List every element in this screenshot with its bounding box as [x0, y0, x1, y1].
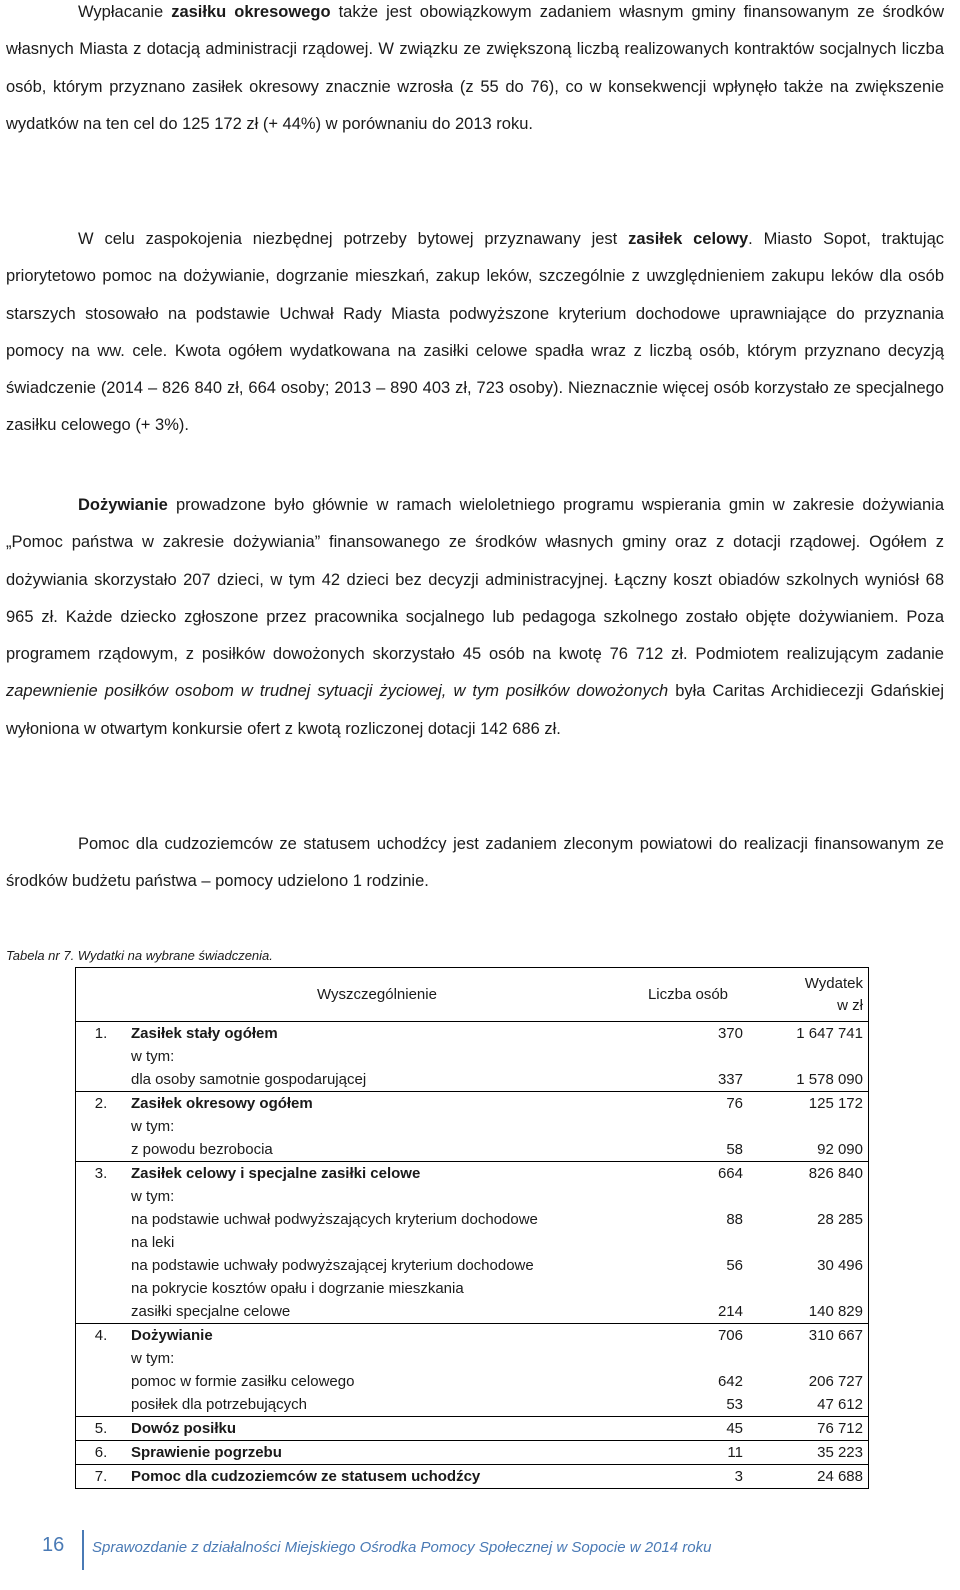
row-number: 5.: [76, 1417, 127, 1441]
header-description: Wyszczególnienie: [126, 968, 628, 1022]
row-persons: [628, 1231, 748, 1254]
row-amount: [748, 1277, 869, 1300]
row-persons: 706: [628, 1324, 748, 1348]
row-subcategory: z powodu bezrobocia: [131, 1141, 273, 1158]
row-category: Zasiłek okresowy ogółem: [126, 1092, 628, 1116]
table-row: [76, 1115, 869, 1138]
row-number: 6.: [76, 1441, 127, 1465]
page-number: 16: [42, 1534, 65, 1556]
row-persons: 370: [628, 1022, 748, 1046]
table-row: [76, 1441, 869, 1465]
header-persons: Liczba osób: [628, 968, 748, 1022]
row-subcategory: na podstawie uchwały podwyższającej kryterium dochodowe: [131, 1257, 534, 1274]
table-row: [76, 1231, 869, 1254]
row-number: 2.: [76, 1092, 127, 1116]
row-amount: 47 612: [748, 1393, 869, 1417]
row-number: [76, 1138, 127, 1162]
row-number: [76, 1347, 127, 1370]
table-row: [76, 1465, 869, 1489]
table-row: [76, 1208, 869, 1231]
row-amount: [748, 1347, 869, 1370]
table-row: [76, 1277, 869, 1300]
row-amount: [748, 1185, 869, 1208]
table-caption: Tabela nr 7. Wydatki na wybrane świadczenia.: [6, 948, 273, 963]
row-persons: 3: [628, 1465, 748, 1489]
row-number: [76, 1115, 127, 1138]
row-amount: [748, 1115, 869, 1138]
row-amount: [748, 1231, 869, 1254]
table-row: [76, 1022, 869, 1046]
row-number: [76, 1300, 127, 1324]
row-persons: 88: [726, 1211, 743, 1228]
row-category: Sprawienie pogrzebu: [126, 1441, 628, 1465]
row-in-which-label: w tym:: [131, 1350, 175, 1367]
row-number: [76, 1254, 127, 1277]
row-amount: 1 578 090: [748, 1068, 869, 1092]
row-persons: 214: [717, 1303, 743, 1320]
row-amount: 206 727: [748, 1370, 869, 1393]
row-persons: 664: [628, 1162, 748, 1186]
row-amount: [748, 1045, 869, 1068]
row-amount: 826 840: [748, 1162, 869, 1186]
row-persons: [628, 1277, 748, 1300]
table-row: [76, 1324, 869, 1348]
row-number: [76, 1231, 127, 1254]
row-category: Dowóz posiłku: [126, 1417, 628, 1441]
row-amount: 30 496: [748, 1254, 869, 1277]
table-row: [76, 1417, 869, 1441]
row-persons: [628, 1185, 748, 1208]
row-persons: 642: [717, 1373, 743, 1390]
paragraph-refugees: Pomoc dla cudzoziemców ze statusem uchodźcy jest zadaniem zleconym powiatowi do realizacji finansowanym ze środków budżetu państwa – pomocy udzielono 1 rodzinie.: [6, 835, 944, 891]
row-persons: [628, 1347, 748, 1370]
row-persons: 76: [628, 1092, 748, 1116]
table-row: [76, 1347, 869, 1370]
table-row: [76, 1370, 869, 1393]
table-row: [76, 1162, 869, 1186]
row-number: [76, 1045, 127, 1068]
row-subcategory: zasiłki specjalne celowe: [131, 1303, 291, 1320]
row-amount: 92 090: [748, 1138, 869, 1162]
row-subcategory: dla osoby samotnie gospodarującej: [131, 1071, 367, 1088]
row-amount: 24 688: [748, 1465, 869, 1489]
row-in-which-label: w tym:: [131, 1048, 175, 1065]
paragraph-periodic-allowance: Wypłacanie zasiłku okresowego także jest obowiązkowym zadaniem własnym gminy finansowanym ze środków własnych Miasta z dotacją administracji rządowej. W związku ze zwiększoną liczbą realizowanych kontraktów socjalnych liczba osób, którym przyznano zasiłek okresowy znacznie wzrosła (z 55 do 76), co w konsekwencji wpłynęło także na zwiększenie wydatków na ten cel do 125 172 zł (+ 44%) w porównaniu do 2013 roku.: [6, 3, 944, 133]
row-in-which-label: w tym:: [131, 1118, 175, 1135]
row-persons: 337: [717, 1071, 743, 1088]
footer-divider: [82, 1530, 84, 1570]
page-footer: [0, 1530, 960, 1570]
table-row: [76, 1393, 869, 1417]
table-row: [76, 1092, 869, 1116]
row-number: 7.: [76, 1465, 127, 1489]
row-persons: 53: [726, 1396, 743, 1413]
row-amount: 35 223: [748, 1441, 869, 1465]
table-header-row: [76, 968, 869, 1022]
row-amount: 28 285: [748, 1208, 869, 1231]
row-number: [76, 1208, 127, 1231]
table-row: [76, 1045, 869, 1068]
row-amount: 125 172: [748, 1092, 869, 1116]
row-subcategory: na podstawie uchwał podwyższających kryterium dochodowe: [131, 1211, 538, 1228]
row-category: Zasiłek celowy i specjalne zasiłki celowe: [126, 1162, 628, 1186]
row-category: Zasiłek stały ogółem: [126, 1022, 628, 1046]
row-subcategory: posiłek dla potrzebujących: [131, 1396, 307, 1413]
footer-title: Sprawozdanie z działalności Miejskiego Ośrodka Pomocy Społecznej w Sopocie w 2014 roku: [92, 1539, 712, 1556]
row-number: [76, 1185, 127, 1208]
table-row: [76, 1138, 869, 1162]
table-row: [76, 1068, 869, 1092]
row-amount: 76 712: [748, 1417, 869, 1441]
row-persons: 56: [726, 1257, 743, 1274]
row-subcategory: pomoc w formie zasiłku celowego: [131, 1373, 355, 1390]
table-row: [76, 1254, 869, 1277]
row-number: 3.: [76, 1162, 127, 1186]
row-number: [76, 1370, 127, 1393]
row-number: [76, 1068, 127, 1092]
row-persons: [628, 1115, 748, 1138]
row-number: 1.: [76, 1022, 127, 1046]
row-number: 4.: [76, 1324, 127, 1348]
row-persons: [628, 1045, 748, 1068]
paragraph-purpose-allowance: W celu zaspokojenia niezbędnej potrzeby bytowej przyznawany jest zasiłek celowy. Miasto Sopot, traktując priorytetowo pomoc na dożywianie, dogrzanie mieszkań, zakup leków, szczególnie z uwzględnieniem zakupu leków dla osób starszych stosowało na podstawie Uchwał Rady Miasta podwyższone kryterium dochodowe uprawniające do przyznania pomocy na ww. cele. Kwota ogółem wydatkowana na zasiłki celowe spadła wraz z liczbą osób, którym przyznano decyzją świadczenie (2014 – 826 840 zł, 664 osoby; 2013 – 890 403 zł, 723 osoby). Nieznacznie więcej osób korzystało ze specjalnego zasiłku celowego (+ 3%).: [6, 230, 945, 435]
row-subcategory-continuation: na pokrycie kosztów opału i dogrzanie mieszkania: [131, 1280, 464, 1297]
row-persons: 11: [628, 1441, 748, 1465]
row-persons: 45: [628, 1417, 748, 1441]
expenses-table: [75, 967, 869, 1489]
row-persons: 58: [726, 1141, 743, 1158]
row-subcategory-continuation: na leki: [131, 1234, 175, 1251]
row-in-which-label: w tym:: [131, 1188, 175, 1205]
row-amount: 1 647 741: [748, 1022, 869, 1046]
row-amount: 140 829: [748, 1300, 869, 1324]
row-number: [76, 1277, 127, 1300]
paragraph-feeding: Dożywianie prowadzone było głównie w ramach wieloletniego programu wspierania gmin w zakresie dożywiania „Pomoc państwa w zakresie dożywiania” finansowanego ze środków własnych gminy oraz z dotacji rządowej. Ogółem z dożywiania skorzystało 207 dzieci, w tym 42 dzieci bez decyzji administracyjnej. Łączny koszt obiadów szkolnych wyniósł 68 965 zł. Każde dziecko zgłoszone przez pracownika socjalnego lub pedagoga szkolnego zostało objęte dożywianiem. Poza programem rządowym, z posiłków dowożonych skorzystało 45 osób na kwotę 76 712 zł. Podmiotem realizującym zadanie zapewnienie posiłków osobom w trudnej sytuacji życiowej, w tym posiłków dowożonych była Caritas Archidiecezji Gdańskiej wyłoniona w otwartym konkursie ofert z kwotą rozliczonej dotacji 142 686 zł.: [6, 496, 944, 738]
table-row: [76, 1185, 869, 1208]
row-amount: 310 667: [748, 1324, 869, 1348]
row-category: Pomoc dla cudzoziemców ze statusem uchodźcy: [126, 1465, 628, 1489]
table-row: [76, 1300, 869, 1324]
header-amount: Wydatek w zł: [748, 968, 869, 1022]
row-category: Dożywianie: [126, 1324, 628, 1348]
row-number: [76, 1393, 127, 1417]
